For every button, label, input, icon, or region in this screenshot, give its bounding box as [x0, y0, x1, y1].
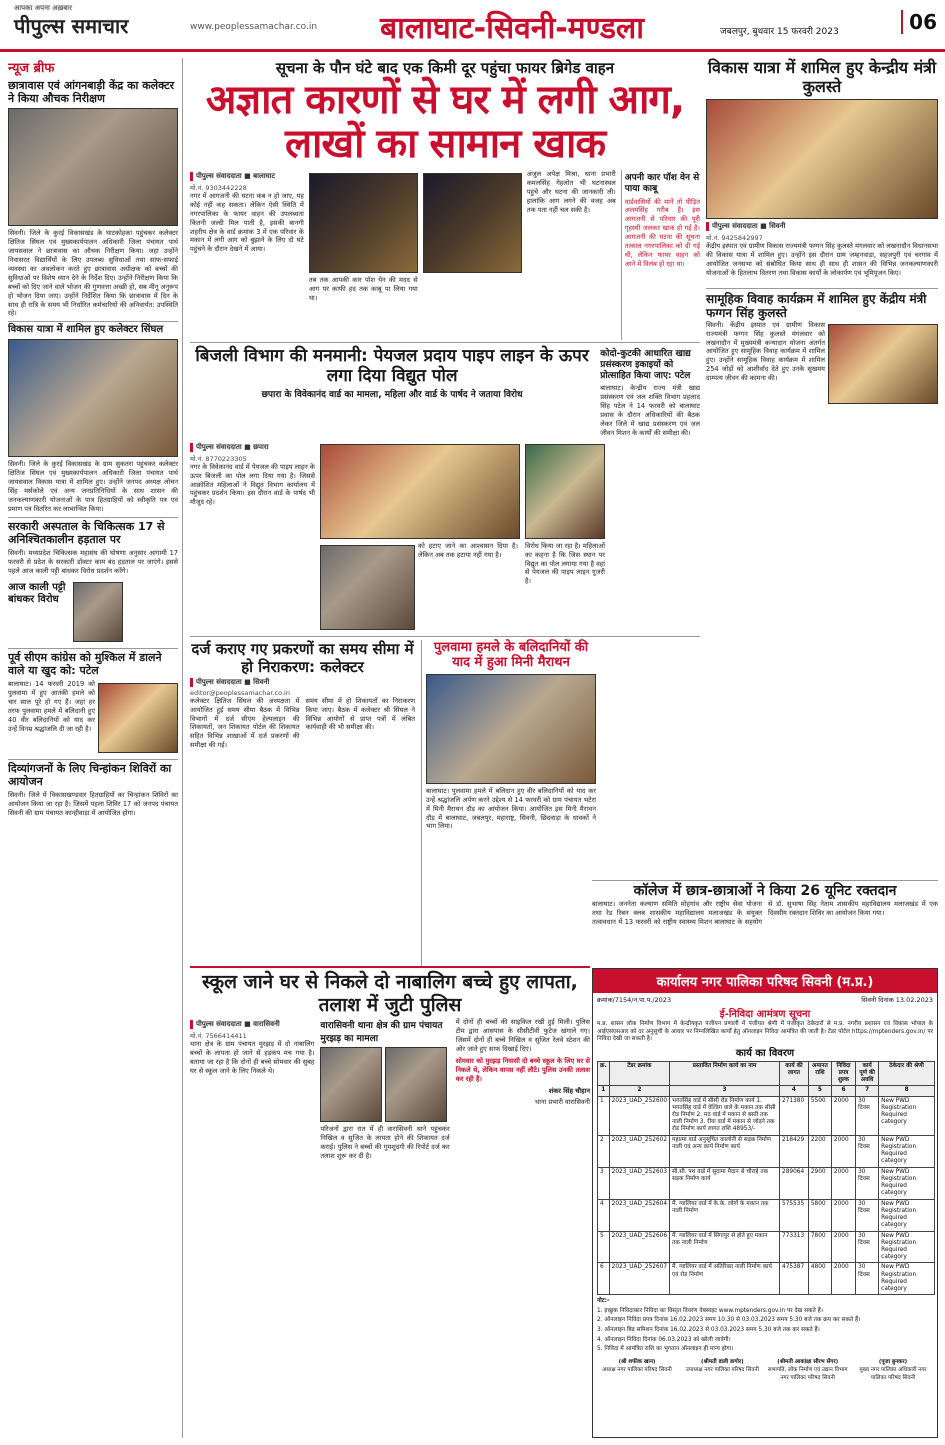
tender-cell-work: भगतसिंह वार्ड में सीसी रोड निर्माण कार्य 1. भगतसिंह वार्ड में वेल्डिंग वाले के मकान तक सीसी रोड निर्माण 2. मठ वार्ड में मकान से बस्ती तक नाली निर्माण 3. रीवा वार्ड में मकान से जोड़ने तक रोड निर्माण कार्य लागत राशि 48953/-	[670, 1096, 780, 1135]
right-column	[706, 58, 938, 407]
tender-row	[598, 1167, 935, 1199]
tender-cell-fee: 2000	[831, 1096, 855, 1135]
pulwama-body: बालाघाट। पुलवामा हमले में बलिदान हुए वीर बलिदानियों को याद कर उन्हें श्रद्धांजलि अर्पण करने उद्देश्य से 14 फरवरी को ग्राम पंचायत भटेरा में मिनी मैराथन दौड़ का आयोजन किया। आयोजित इस मिनी मैराथन दौड़ में बालाघाट, जबलपुर, महाराष्ट्र, सिवनी, छिंदवाड़ा के धावकों ने भाग लिया।	[426, 786, 596, 831]
tender-cell-fee: 2000	[831, 1263, 855, 1295]
missing-quote-by: शंकर सिंह चौहान	[548, 1086, 590, 1095]
tender-cell-emd: 5500	[808, 1096, 831, 1135]
tender-cell-cost: 773313	[780, 1231, 809, 1263]
pole-body-1: नगर के विवेकानंद वार्ड में पेयजल की पाइप लाइन के ऊपर बिजली का पोल लगा दिया गया है। जिससे आक्रोशित महिलाओं ने विद्युत विभाग कार्यालय में पहुंचकर प्रदर्शन किया। इस दौरान वार्ड के पार्षद भी मौजूद रहे।	[190, 462, 315, 507]
tender-cell-fee: 2000	[831, 1135, 855, 1167]
signatory-name: (श्रीमती डाली डागोर)	[700, 1358, 744, 1365]
tender-note-1: 1. इच्छुक निविदाकार निविदा का विस्तृत विवरण वेबसाइट www.mptenders.gov.in पर देख सकते हैं।	[597, 1307, 823, 1314]
marathon-photo	[426, 674, 596, 784]
th-num: 1	[598, 1086, 610, 1096]
tender-cell-id: 2023_UAD_252606	[609, 1231, 669, 1263]
fire-photo-1	[309, 173, 418, 273]
tender-ref: क्रमांक/7154/न.पा.प./2023	[597, 996, 672, 1004]
tender-cell-cat: New PWD Registration Required category	[879, 1263, 935, 1295]
mass-wedding-photo	[828, 324, 938, 404]
th-num: 4	[780, 1086, 809, 1096]
brief-headline-cm: पूर्व सीएम कांग्रेस को मुश्किल में डालने वाले या खुद को: पटेल	[8, 648, 178, 677]
lead-mobile: मो.नं. 9303442228	[190, 184, 247, 192]
doctors-inline-head: आज काली पट्टी बांधकर विरोध	[8, 581, 66, 605]
tender-cell-n: 3	[598, 1167, 610, 1199]
missing-body-2: परिजनों द्वारा रात में ही वारासिवनी थाने पहुंचकर निखिल व सुजित के लापता होने की शिकायत दर्ज कराई। पुलिस ने बच्चों की गुमशुदगी की रिपोर्ट दर्ज कर तलाश शुरू कर दी है।	[320, 1125, 450, 1160]
kulaste-mobile: मो.नं. 9425842997	[706, 234, 763, 243]
tender-cell-emd: 7800	[808, 1231, 831, 1263]
th-num: 8	[879, 1086, 935, 1096]
brief-body-cm: बालाघाट। 14 फरवरी 2019 को पुलवामा में हुए आतंकी हमले को चार साल पूरे हो गए हैं। जहां हर तरफ पुलवामा हमले में बलिदानी हुए 40 वीर बलिदानियों को याद कर उन्हें विनम्र श्रद्धांजलि दी जा रही है।	[8, 680, 95, 733]
tender-cell-period: 30 दिवस	[856, 1135, 879, 1167]
tender-cell-period: 30 दिवस	[856, 1263, 879, 1295]
lead-body-2: अंजुल अपेक्ष मिश्रा, थाना प्रभारी कमलसिंह गेहलोत भी घटनास्थल पहुंचे और घटना की जानकारी ली। हालांकि आग लगने की वजह अब तक पता नहीं चल सकी है।	[526, 170, 616, 214]
tender-row	[598, 1135, 935, 1167]
tender-row	[598, 1231, 935, 1263]
pole-byline: पीपुल्स संवाददाता ■ छपारा	[190, 443, 315, 452]
deadline-headline: दर्ज कराए गए प्रकरणों का समय सीमा में हो निराकरण: कलेक्टर	[191, 639, 414, 676]
lead-side-body: वार्डवासियों की मानें तो पीड़ित अलमसिंह गरीब हैं। इस आगजनी से परिवार की पूरी गृहस्थी जलकर खाक हो गई है। आगजनी की घटना की सूचना तत्काल नगरपालिका को दी गई थी, लेकिन फायर वाहन को आने में विलंब हो रहा था।	[624, 197, 700, 268]
missing-note: सोमवार को मुरझड़ निवासी दो बच्चे स्कूल के लिए घर से निकले थे, लेकिन वापस नहीं लौटे। पुलिस उनकी तलाश कर रही है।	[455, 1056, 590, 1083]
tender-notes-label: नोट:-	[597, 1298, 610, 1305]
brief-headline-yatra: विकास यात्रा में शामिल हुए कलेक्टर सिंघल	[8, 321, 178, 336]
section-title: बालाघाट-सिवनी-मण्डला	[380, 11, 645, 46]
tender-cell-emd: 2900	[808, 1167, 831, 1199]
brief-headline-hostel: छात्रावास एवं आंगनबाड़ी केंद्र का कलेक्टर ने किया औचक निरीक्षण	[8, 79, 175, 106]
kulaste-yatra-photo	[706, 99, 938, 219]
councillor-photo	[525, 444, 605, 539]
lead-caption: तब तक आपकी कार पॉश येन की मदद से आग पर काफी हद तक काबू पा लिया गया था।	[308, 276, 418, 302]
th-cost: कार्य की लागत	[780, 1061, 809, 1086]
tender-table-title: कार्य का विवरण	[735, 1047, 795, 1059]
tender-cell-emd: 2200	[808, 1135, 831, 1167]
pole-caption: को हटाए जाने का आश्वासन दिया है। लेकिन अब तक हटाया नहीं गया है।	[418, 541, 518, 559]
brief-body-yatra: सिवनी। जिले के कुरई विकासखंड के ग्राम सुकतरा पहुंचकर कलेक्टर क्षितिज सिंघल एवं मुख्यकार्यपालन अधिकारी जिला पंचायत पार्थ जायसवाल विकास यात्रा में शामिल हुए। उन्होंने जनपद अध्यक्ष लोचन सिंह मर्सकोले एवं अन्य जनप्रतिनिधियों के साथ शासन की जनकल्याणकारी योजनाओं के पात्र हितग्राहियों को स्वीकृति पत्र एवं प्रमाण पत्र वितरित कर लाभान्वित किया।	[8, 460, 178, 513]
tender-date: सिवनी दिनांक 13.02.2023	[861, 996, 933, 1004]
missing-kids-headline: स्कूल जाने घर से निकले दो नाबालिग बच्चे हुए लापता, तलाश में जुटी पुलिस	[202, 970, 578, 1016]
signatory-name: (पूजा बुनकर)	[878, 1358, 908, 1365]
pole-body-2: विरोध किया जा रहा है। महिलाओं का कहना है कि जिस स्थान पर विद्युत का पोल लगाया गया है वहां से पेयजल की पाइप लाइन गुजरी है।	[525, 541, 605, 586]
missing-mobile: मो.नं. 7566414411	[190, 1032, 247, 1041]
tender-cell-cat: New PWD Registration Required category	[879, 1231, 935, 1263]
kulaste-yatra-body: केंद्रीय इस्पात एवं ग्रामीण विकास राज्यमंत्री फग्गन सिंह कुलस्ते मंगलवार को लखनादौन विधानसभा की विकास यात्रा में शामिल हुए। उन्होंने इस दौरान ग्राम जम्हनवाड़ा, सहजपुरी एवं चरगांव में आयोजित जनसभा को संबोधित किया साथ ही साथ ही शासन की विभिन्न जनकल्याणकारी योजनाओं के हितलाभ वितरण तथा विकास कार्यों के लोकार्पण एवं भूमिपूजन किए।	[706, 242, 938, 278]
website-url[interactable]: www.peoplessamachar.co.in	[190, 22, 318, 32]
issue-date: जबलपुर, बुधवार 15 फरवरी 2023	[720, 27, 839, 37]
tender-cell-id: 2023_UAD_252604	[609, 1199, 669, 1231]
logo-tagline: आपका अपना अख़बार	[14, 4, 72, 12]
deadline-email[interactable]: editor@peoplessamachar.co.in	[190, 688, 290, 697]
kodo-headline: कोदो-कुटकी आधारित खाद्य प्रसंस्करण इकाइयों को प्रोत्साहित किया जाए: पटेल	[600, 349, 691, 381]
signatory	[768, 1357, 848, 1381]
tender-header-num-row	[598, 1086, 935, 1096]
signatory	[682, 1357, 762, 1381]
tender-title: ई-निविदा आमंत्रण सूचना	[719, 1009, 811, 1020]
tender-cell-n: 6	[598, 1263, 610, 1295]
deadline-byline: पीपुल्स संवाददाता ■ सिवनी	[190, 678, 415, 687]
th-num: 7	[856, 1086, 879, 1096]
tender-signatories	[593, 1355, 937, 1383]
news-brief-column	[8, 58, 183, 1438]
tender-cell-work: मैं. ग्वालियर वार्ड में सिंगापुर से होते हुए मकान तक नाली निर्माण	[670, 1231, 780, 1263]
newspaper-logo	[14, 4, 129, 39]
th-period: कार्य पूर्ण की अवधि	[856, 1061, 879, 1086]
signatory-name: (श्रीमती आकांक्षा सौरभ सेंगर)	[777, 1358, 839, 1365]
signatory-role: मुख्य नगर पालिका अधिकारी नगर पालिका परिषद सिवनी	[859, 1366, 927, 1381]
tender-note-4: 4. ऑनलाइन निविदा दिनांक 06.03.2023 को खोली जावेगी।	[597, 1336, 731, 1343]
yatra-photo	[8, 339, 178, 457]
pole-headline: बिजली विभाग की मनमानी: पेयजल प्रदाय पाइप लाइन के ऊपर लगा दिया विद्युत पोल	[195, 346, 589, 387]
tender-cell-cost: 218429	[780, 1135, 809, 1167]
news-brief-label: न्यूज ब्रीफ	[8, 61, 55, 76]
pole-kicker: छपारा के विवेकानंद वार्ड का मामला, महिला और वार्ड के पार्षद ने जताया विरोध	[261, 389, 523, 400]
tender-cell-period: 30 दिवस	[856, 1167, 879, 1199]
tender-cell-cat: New PWD Registration Required category	[879, 1167, 935, 1199]
tender-row	[598, 1263, 935, 1295]
brief-headline-doctors: सरकारी अस्पताल के चिकित्सक 17 से अनिश्चितकालीन हड़ताल पर	[8, 517, 178, 546]
deadline-body-1: कलेक्टर क्षितिज सिंघल की अध्यक्षता में आयोजित हुई समय सीमा बैठक में विभिन्न विभागों में दर्ज सीएम हेल्पलाइन की शिकायतों, जन शिकायत पोर्टल की शिकायत सहित विभिन्न शाखाओं में दर्ज प्रकरणों की समीक्षा की गई।	[190, 696, 300, 750]
tender-cell-work: मैं. ग्वालियर वार्ड में अतिरिक्त नाली निर्माण कार्य एवं रोड निर्माण	[670, 1263, 780, 1295]
tender-intro: म.प्र. शासन लोक निर्माण विभाग में केन्द्रीयकृत पंजीयन प्रणाली में पंजीयत श्रेणी में पंजीकृत ठेकेदारों से म.प्र. नगरीय प्रशासन एवं विकास भोपाल के आईएसएसआर को दर अनुसूची के आधार पर निम्नलिखित कार्यों हेतु ऑनलाइन निविदा आमंत्रित की जाती है। टेंडर पोर्टल https://mptenders.gov.in/ पर निविदा देखी जा सकती है।	[597, 1021, 933, 1043]
missing-byline: पीपुल्स संवाददाता ■ वारासिवनी	[190, 1020, 314, 1029]
mass-wedding-headline: सामूहिक विवाह कार्यक्रम में शामिल हुए केंद्रीय मंत्री फग्गन सिंह कुलस्ते	[706, 288, 938, 321]
lead-side-head: अपनी कार पॉश वेन से पाया काबू	[624, 173, 700, 194]
pole-mobile: मो.नं. 8770223305	[190, 454, 247, 463]
tender-office: कार्यालय नगर पालिका परिषद सिवनी (म.प्र.)	[593, 969, 937, 993]
signatory	[597, 1357, 677, 1381]
tender-cell-period: 30 दिवस	[856, 1096, 879, 1135]
missing-quote-role: थाना प्रभारी वारासिवनी	[535, 1098, 590, 1107]
blood-donation-headline: कॉलेज में छात्र-छात्राओं ने किया 26 यूनिट रक्तदान	[633, 883, 897, 899]
blood-donation-story	[592, 880, 938, 929]
page-number: 06	[901, 10, 937, 34]
tender-row	[598, 1199, 935, 1231]
signatory-name: (श्री शफीक खान)	[618, 1358, 656, 1365]
tender-note-3: 3. ऑनलाइन बिड समिशन दिनांक 16.02.2023 से 03.03.2023 समय 5.30 बजे तक कर सकते हैं।	[597, 1326, 820, 1333]
tender-header-row	[598, 1061, 935, 1086]
tender-cell-n: 1	[598, 1096, 610, 1135]
tender-cell-emd: 5800	[808, 1199, 831, 1231]
kulaste-yatra-headline: विकास यात्रा में शामिल हुए केन्द्रीय मंत्री कुलस्ते	[707, 58, 937, 97]
tender-cell-cost: 289064	[780, 1167, 809, 1199]
fire-photo-2	[423, 173, 522, 273]
tender-cell-n: 4	[598, 1199, 610, 1231]
lead-byline: पीपुल्स संवाददाता ■ बालाघाट	[190, 172, 304, 181]
tender-cell-cat: New PWD Registration Required category	[879, 1096, 935, 1135]
tender-cell-work: महात्मा वार्ड अनुसूचित कालोनी से सड़क निर्माण नाली एवं अन्य कार्य निर्माण कार्य	[670, 1135, 780, 1167]
doctor-photo	[73, 582, 123, 642]
th-num: 3	[670, 1086, 780, 1096]
missing-boy-photo-1	[320, 1047, 382, 1122]
tender-cell-id: 2023_UAD_252603	[609, 1167, 669, 1199]
brief-body-hostel: सिवनी। जिले के कुरई विकासखंड के घाटकोहका पहुंचकर कलेक्टर क्षितिज सिंघल एवं मुख्यकार्यपालन अधिकारी जिला पंचायत पार्थ जायसवाल ने छात्रावास का औचक निरीक्षण किया। जहां उन्होंने निवासरत विद्यार्थियों के लिए उपलब्ध सुविधाओं तथा साफ-सफाई व्यवस्था का अवलोकन करते हुए छात्रावास अधीक्षक को बच्चों की सुविधाओं पर विशेष ध्यान देने के निर्देश दिए। उन्होंने निरीक्षण किया कि बच्चों को दिए जाने वाले भोजन की गुणवत्ता अच्छी हो, सब मीनू अनुरूप हो भोजन दिया जाए। उन्होंने निर्देशित किया कि छात्रावास में दिन के साथ ही रात्रि के समय भी निर्धारित कर्मचारियों की अनिवार्यत: उपस्थिति रहे।	[8, 229, 178, 318]
tender-row	[598, 1096, 935, 1135]
tender-cell-emd: 4800	[808, 1263, 831, 1295]
tender-cell-cat: New PWD Registration Required category	[879, 1135, 935, 1167]
tender-note-2: 2. ऑनलाइन निविदा प्रपत्र दिनांक 16.02.2023 समय 10.30 से 03.03.2023 समय 5.30 बजे तक क्रय कर सकते हैं।	[597, 1317, 861, 1324]
tender-note-5: 5. निविदा में आमंत्रित राशि का भुगतान ऑनलाइन ही मान्य होगा।	[597, 1346, 734, 1353]
signatory-role: सभापति, लोक निर्माण एवं उद्यान विभाग नगर पालिका परिषद सिवनी	[767, 1366, 848, 1381]
tender-cell-work: सी.सी. पथ वार्ड में सुदामा मैदान से चौराहे तक सड़क निर्माण कार्य	[670, 1167, 780, 1199]
brief-headline-divyang: दिव्यांगजनों के लिए चिन्हांकन शिविरों का आयोजन	[8, 759, 178, 788]
tender-cell-work: मैं. ग्वालियर वार्ड में के.के. लोगों के मकान तक नाली निर्माण	[670, 1199, 780, 1231]
masthead	[0, 0, 945, 52]
lead-body-1: नगर में आगजनी की घटना कब न हो जाए, यह कोई नहीं कह सकता। लेकिन ऐसी स्थिति में नगरपालिका के फायर वाहन की उपलब्धता कितनी जल्दी मिल पाती है, इसकी बानगी शहरीय क्षेत्र के वार्ड क्रमांक 3 में एक परिवार के मकान में लगी आग को बुझाने के लिए दो घंटे पहुंचने के दौरान देखने में आया।	[190, 192, 304, 254]
lead-kicker: सूचना के पौन घंटे बाद एक किमी दूर पहुंचा फायर ब्रिगेड वाहन	[275, 59, 615, 77]
tender-cell-cost: 575535	[780, 1199, 809, 1231]
tender-cell-fee: 2000	[831, 1231, 855, 1263]
tender-cell-cost: 475387	[780, 1263, 809, 1295]
tender-cell-fee: 2000	[831, 1199, 855, 1231]
protest-women-photo	[320, 444, 520, 539]
th-sno: क्र.	[598, 1061, 610, 1086]
th-num: 5	[808, 1086, 831, 1096]
th-work: प्रस्तावित निर्माण कार्य का नाम	[670, 1061, 780, 1086]
th-fee: निविदा प्रपत्र शुल्क	[831, 1061, 855, 1086]
tender-cell-cost: 271380	[780, 1096, 809, 1135]
th-tender-id: टेंडर क्रमांक	[609, 1061, 669, 1086]
pulwama-headline: पुलवामा हमले के बलिदानियों की याद में हुआ मिनी मैराथन	[433, 639, 589, 671]
tender-cell-n: 5	[598, 1231, 610, 1263]
tender-cell-fee: 2000	[831, 1167, 855, 1199]
th-category: ठेकेदार की श्रेणी	[879, 1061, 935, 1086]
tender-cell-period: 30 दिवस	[856, 1199, 879, 1231]
logo-text: पीपुल्स समाचार	[14, 14, 129, 38]
tender-table	[597, 1061, 935, 1296]
tender-cell-id: 2023_UAD_252607	[609, 1263, 669, 1295]
missing-boy-photo-2	[385, 1047, 447, 1122]
tender-cell-id: 2023_UAD_252602	[609, 1135, 669, 1167]
brief-body-divyang: सिवनी। जिले में विकासखण्डवार हितग्राहियों का चिन्हांकन शिविरों का आयोजन किया जा रहा है। जिसमें पहला शिविर 17 को जनपद पंचायत सिवनी की ग्राम पंचायत कान्हीवाड़ा में आयोजित होगा।	[8, 791, 178, 818]
lead-headline: अज्ञात कारणों से घर में लगी आग, लाखों का सामान खाक	[205, 77, 685, 167]
deadline-body-2: समय सीमा में हो शिकायतों का निराकरण किया जाए। बैठक में कलेक्टर श्री सिंघल ने विभिन्न आयोगों से प्राप्त पत्रों में लंबित कार्यवाही की भी समीक्षा की।	[305, 696, 415, 732]
th-num: 2	[609, 1086, 669, 1096]
kodo-body: बालाघाट। केन्द्रीय राज्य मंत्री खाद्य प्रसंस्करण एवं जल शक्ति विभाग प्रहलाद सिंह पटेल ने 14 फरवरी को बालाघाट प्रवास के दौरान अधिकारियों की बैठक लेकर जिले में खाद्य प्रसंस्करण एवं जल जीवन मिशन के कार्यों की समीक्षा की।	[600, 384, 700, 437]
brief-body-doctors: सिवनी। मध्यप्रदेश चिकित्सक महासंघ की घोषणा अनुसार आगामी 17 फरवरी से प्रदेश के सरकारी डॉक्टर काम बंद हड़ताल पर जाएंगे। इससे पहले आज काली पट्टी बांधकर विरोध प्रदर्शन करेंगे।	[8, 549, 178, 575]
hostel-inspection-photo	[8, 108, 178, 226]
tender-cell-n: 2	[598, 1135, 610, 1167]
kulaste-byline: पीपुल्स संवाददाता ■ सिवनी	[706, 222, 938, 231]
signatory-role: अध्यक्ष नगर पालिका परिषद सिवनी	[602, 1366, 672, 1373]
missing-body-3: में दोनों ही बच्चों की साइकिल रखी हुई मिली। पुलिस टीम द्वारा आसपास के सीसीटीवी फुटेज खंगाले गए। जिसमें दोनों ही बच्चे निखिल व सुजित रेलवे स्टेशन की ओर जाते हुए साफ दिखाई दिए।	[455, 1018, 590, 1053]
th-num: 6	[831, 1086, 855, 1096]
pipeline-pole-photo	[320, 545, 415, 630]
mass-wedding-body: सिवनी। केंद्रीय इस्पात एवं ग्रामीण विकास राज्यमंत्री फग्गन सिंह कुलस्ते मंगलवार को लखनादौन में मुख्यमंत्री कन्यादान योजना अंतर्गत आयोजित हुए सामूहिक विवाह कार्यक्रम में शामिल हुए। उन्होंने सामूहिक विवाह कार्यक्रम में शामिल 254 जोड़ों को आशीर्वाद देते हुए उनके सुखमय दाम्पत्य जीवन की कामना की।	[706, 320, 825, 383]
th-emd: अमानत राशि	[808, 1061, 831, 1086]
patel-photo	[98, 683, 178, 753]
tender-cell-period: 30 दिवस	[856, 1231, 879, 1263]
tender-cell-cat: New PWD Registration Required category	[879, 1199, 935, 1231]
blood-donation-body: बालाघाट। जननेता कल्याण समिति मोहगांव और राष्ट्रीय सेवा योजना तथा रेड रिबन क्लब शासकीय महाविद्यालय मलाजखंड के संयुक्त तत्वावधान में 13 फरवरी को राष्ट्रीय स्वास्थ्य मिशन बालाघाट के सहयोग से डॉ. सुभाषा सिंह नेताम शासकीय महाविद्यालय मलाजखंड में एक दिवसीय रक्तदान शिविर का आयोजन किया गया।	[592, 899, 938, 926]
signatory	[853, 1357, 933, 1381]
missing-kicker: वारासिवनी थाना क्षेत्र की ग्राम पंचायत मुरझड़ का मामला	[320, 1021, 443, 1045]
missing-body-1: थाना क्षेत्र के ग्राम पंचायत मुरझड़ में दो नाबालिग बच्चों के लापता हो जाने से हड़कंप मच गया है। बताया जा रहा है कि दोनों ही बच्चे सोमवार की सुबह घर से स्कूल जाने के लिए निकले थे।	[190, 1040, 315, 1075]
signatory-role: उपाध्यक्ष नगर पालिका परिषद सिवनी	[685, 1366, 759, 1373]
tender-cell-id: 2023_UAD_252600	[609, 1096, 669, 1135]
tender-notice	[592, 968, 938, 1438]
